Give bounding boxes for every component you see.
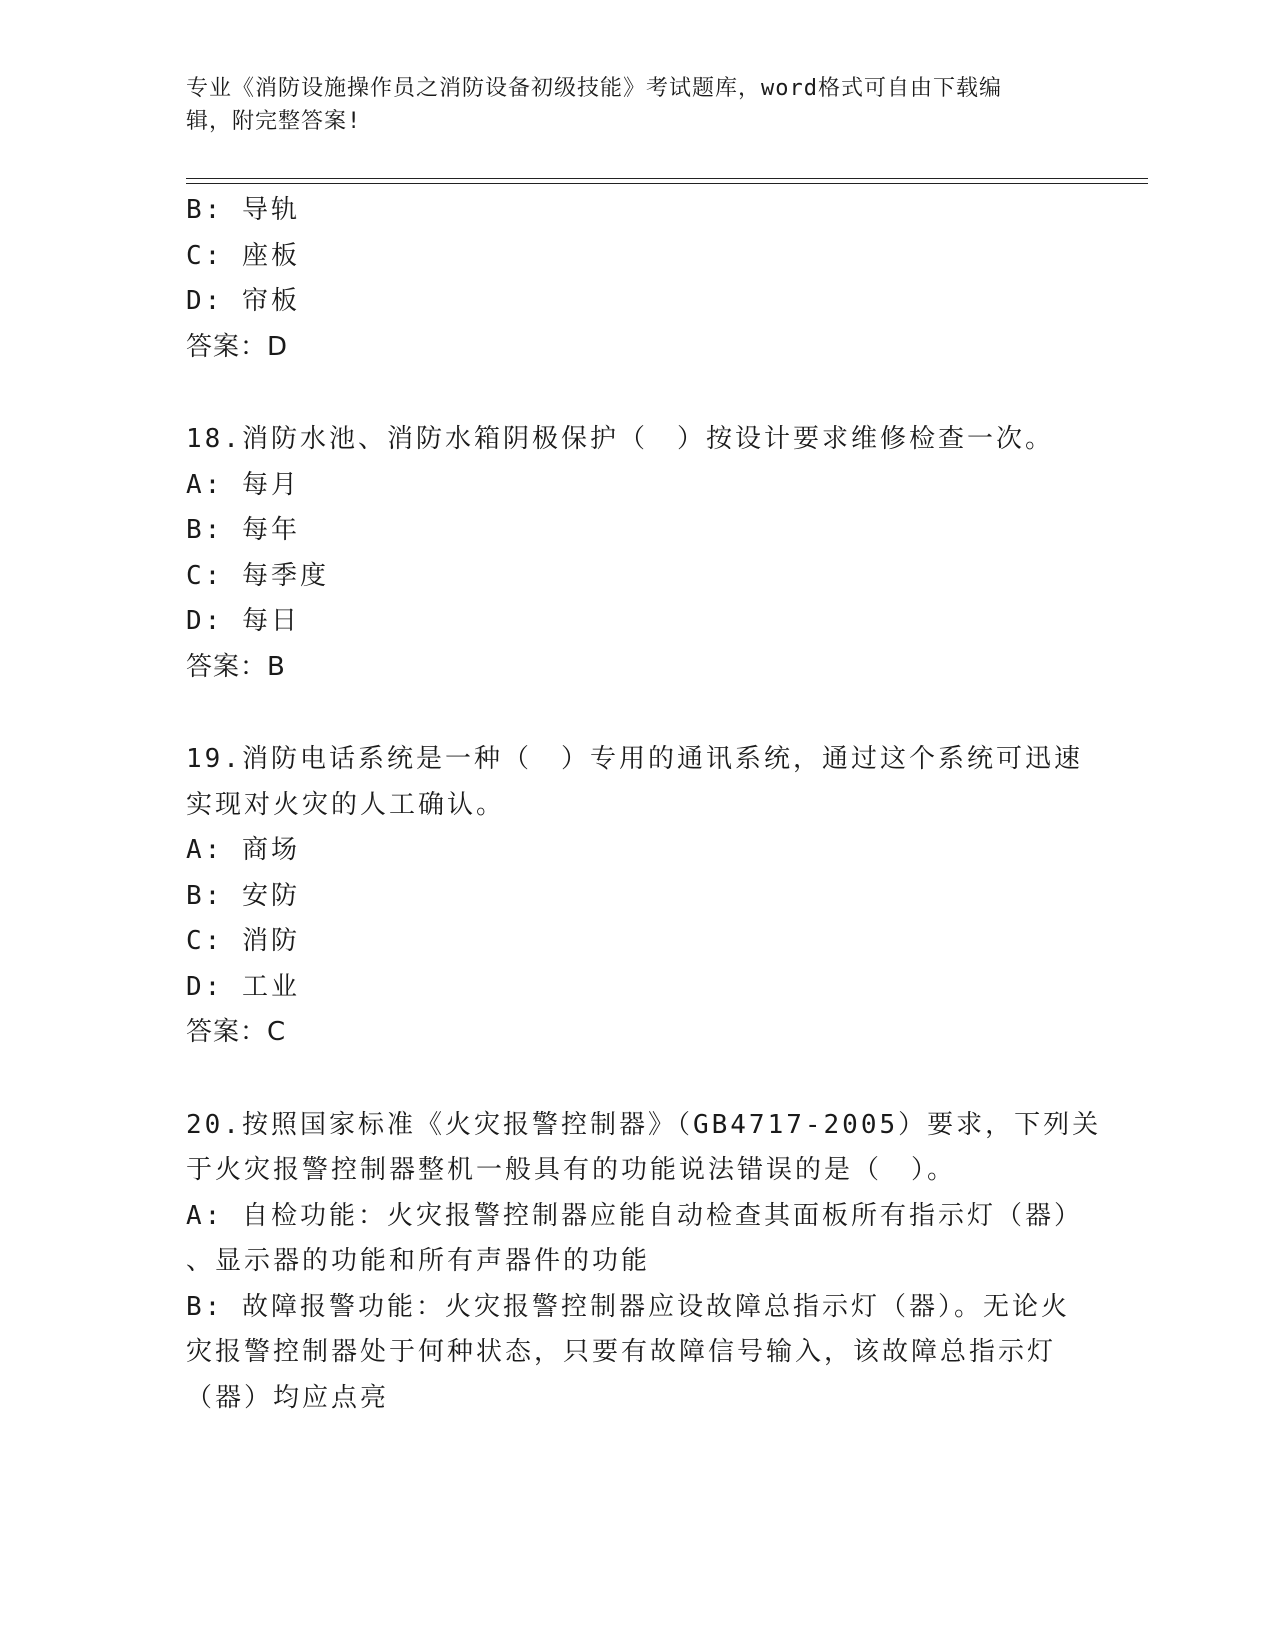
option-c: C: 座板: [186, 240, 300, 271]
option-b: B: 导轨: [186, 195, 300, 225]
option-a-line-2: 、显示器的功能和所有声器件的功能: [186, 1246, 651, 1276]
document-header: [186, 72, 1066, 138]
header-divider-bottom: [186, 183, 1148, 184]
question-17-continued: [186, 188, 1066, 370]
header-line-1: 专业《消防设施操作员之消防设备初级技能》考试题库，word格式可自由下载编: [186, 76, 1002, 101]
question-content: [186, 188, 1102, 1421]
question-18: [186, 417, 1066, 690]
option-d: D: 每日: [186, 606, 300, 636]
option-a: A: 商场: [186, 835, 300, 865]
option-a-line-1: A: 自检功能：火灾报警控制器应能自动检查其面板所有指示灯（器）: [186, 1200, 1083, 1231]
question-20: [186, 1103, 1102, 1422]
option-b-line-3: （器）均应点亮: [186, 1382, 390, 1413]
question-stem: 18.消防水池、消防水箱阴极保护（ ）按设计要求维修检查一次。: [186, 424, 1054, 454]
header-divider-top: [186, 178, 1148, 179]
option-d: D: 帘板: [186, 286, 300, 316]
spacer: [186, 690, 1066, 737]
question-19: [186, 737, 1083, 1056]
option-c: C: 每季度: [186, 560, 329, 591]
header-line-2: 辑，附完整答案!: [186, 109, 362, 134]
option-b: B: 每年: [186, 515, 300, 545]
option-b-line-1: B: 故障报警功能：火灾报警控制器应设故障总指示灯（器）。无论火: [186, 1291, 1070, 1322]
option-b: B: 安防: [186, 880, 300, 911]
answer: 答案：B: [186, 651, 286, 682]
option-d: D: 工业: [186, 971, 300, 1002]
option-a: A: 每月: [186, 469, 300, 500]
answer: 答案：D: [186, 331, 289, 362]
question-stem-line-2: 实现对火灾的人工确认。: [186, 789, 506, 820]
question-stem-line-1: 19.消防电话系统是一种（ ）专用的通讯系统，通过这个系统可迅速: [186, 744, 1083, 774]
answer: 答案：C: [186, 1017, 287, 1047]
spacer: [186, 1056, 1066, 1103]
option-c: C: 消防: [186, 926, 300, 956]
question-stem-line-1: 20.按照国家标准《火灾报警控制器》（GB4717-2005）要求，下列关: [186, 1109, 1102, 1140]
option-b-line-2: 灾报警控制器处于何种状态，只要有故障信号输入，该故障总指示灯: [186, 1337, 1057, 1367]
question-stem-line-2: 于火灾报警控制器整机一般具有的功能说法错误的是（ ）。: [186, 1155, 957, 1185]
spacer: [186, 370, 1066, 417]
